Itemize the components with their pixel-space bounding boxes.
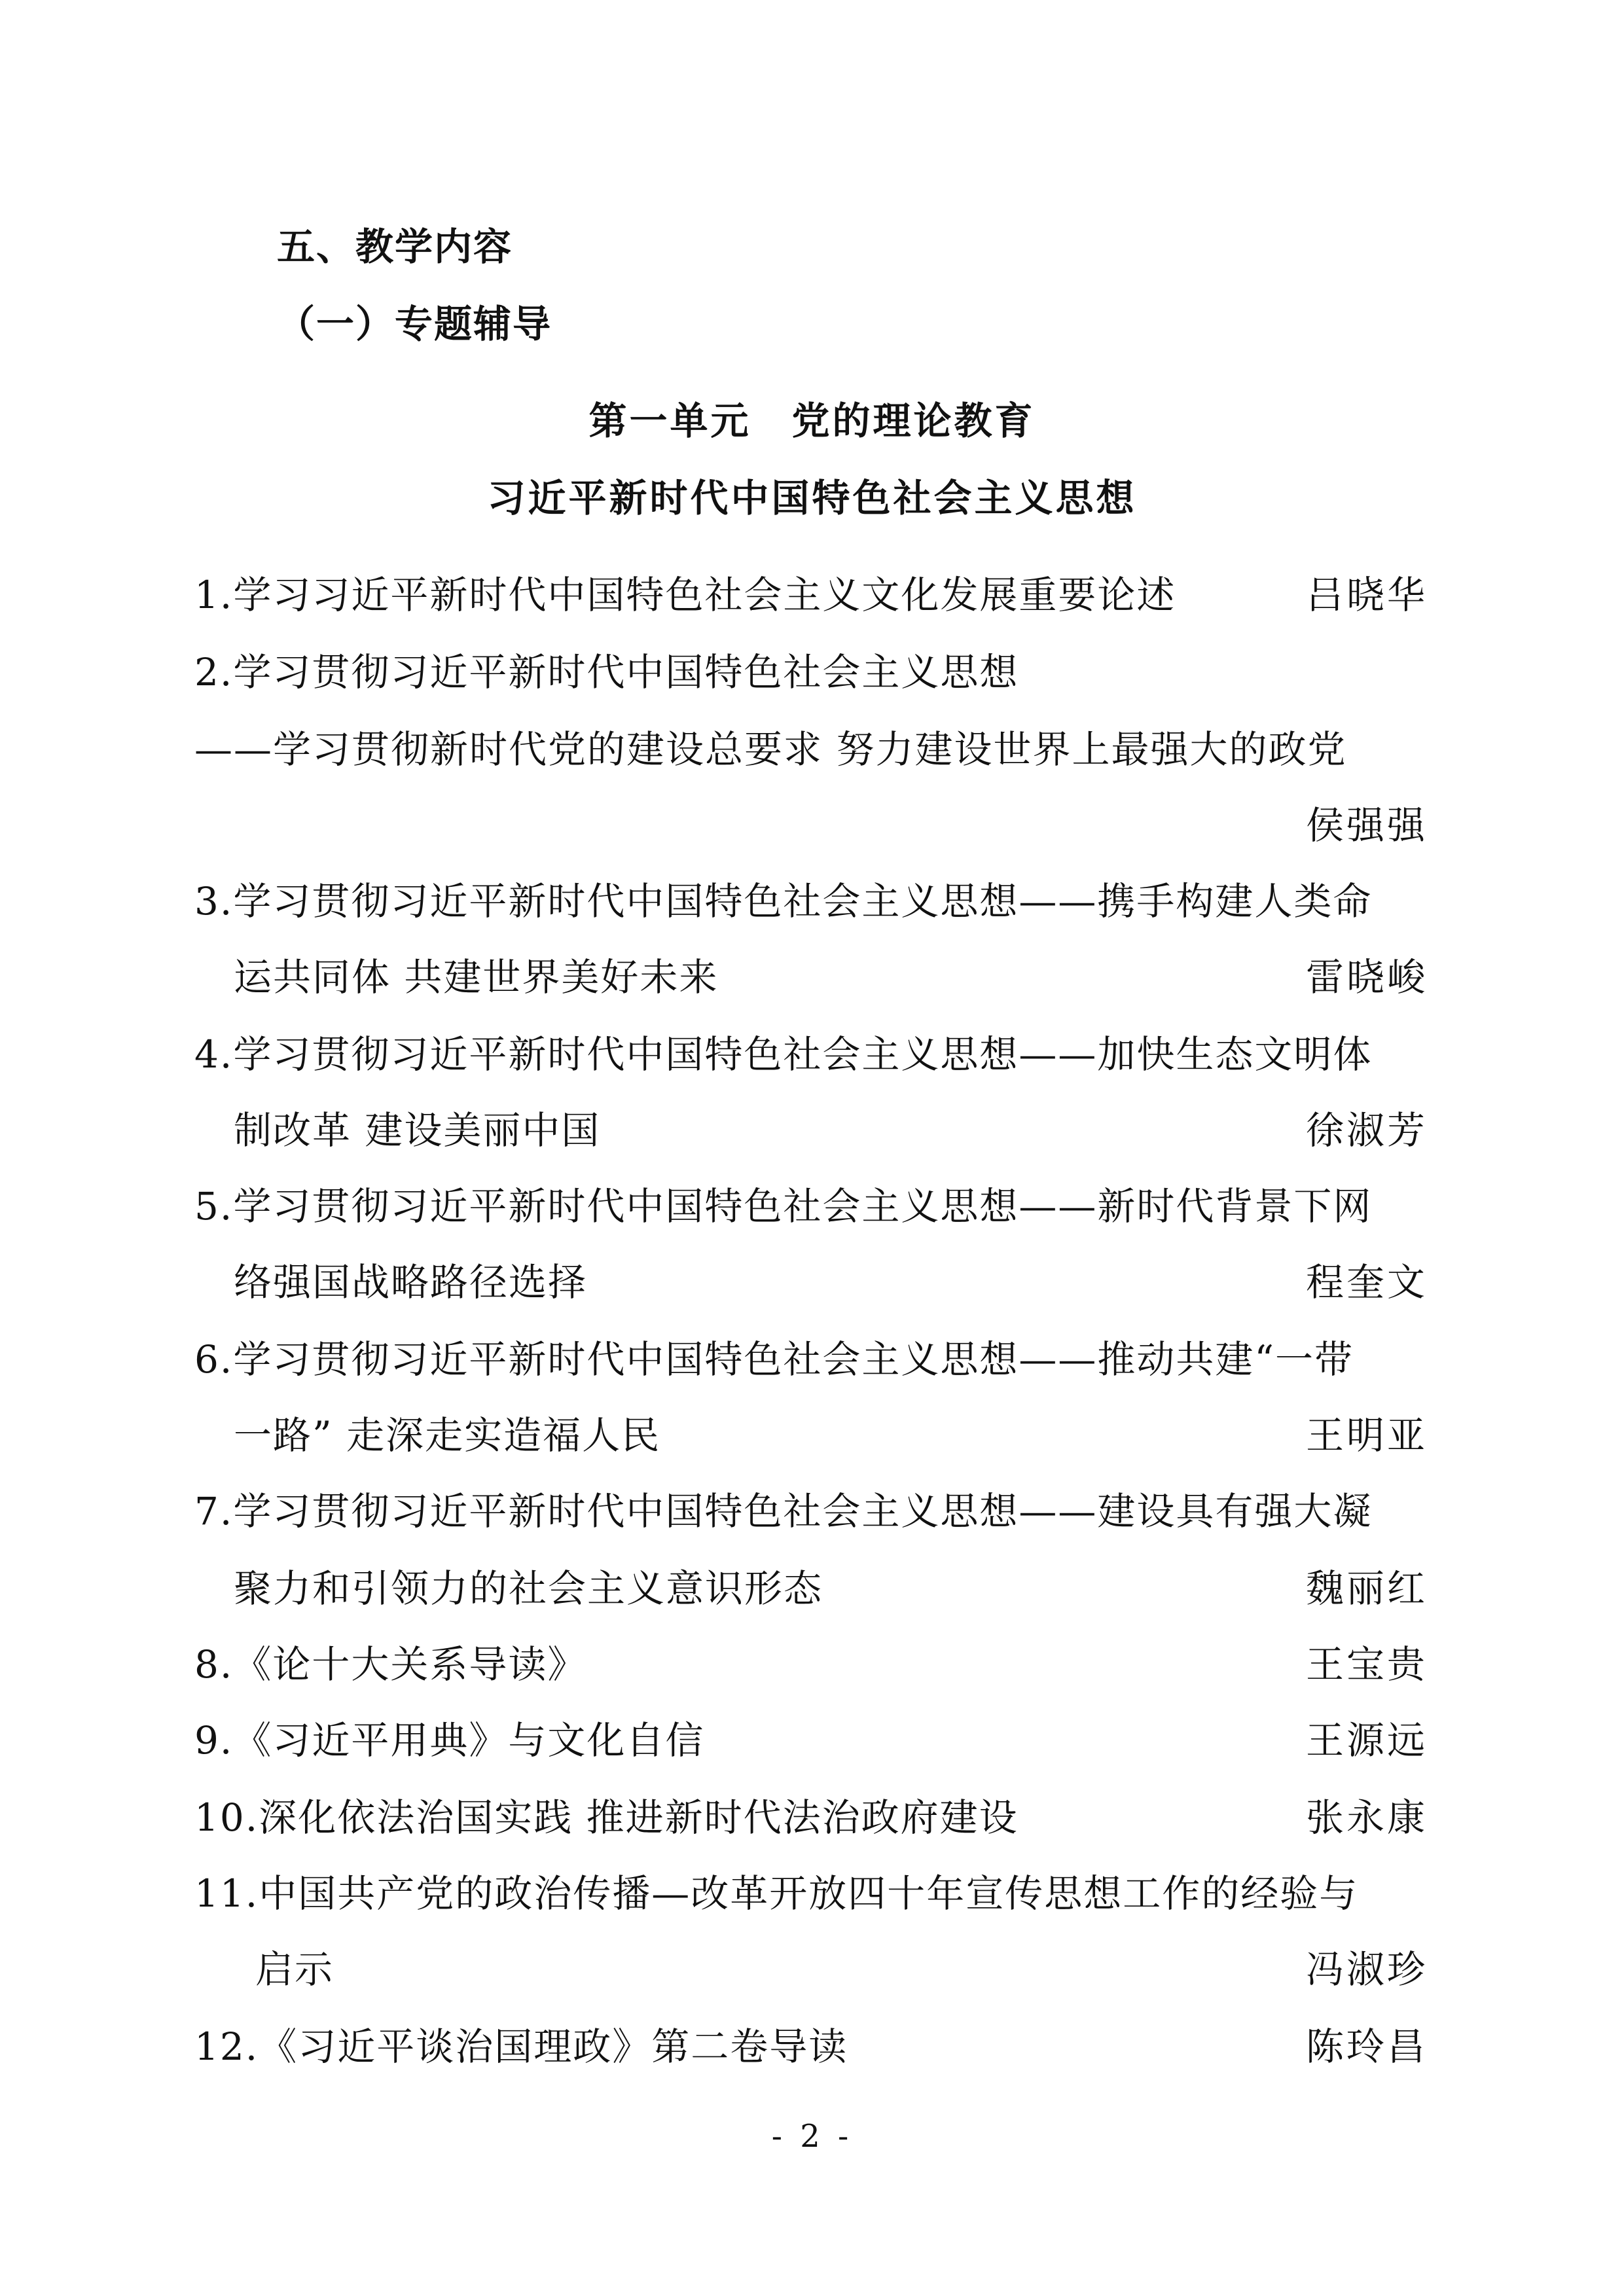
list-item-12-text: 12.《习近平谈治国理政》第二卷导读	[194, 2024, 848, 2069]
list-item-4-text-line2: 制改革 建设美丽中国	[234, 1108, 601, 1153]
list-item-11-author: 冯淑珍	[1305, 1947, 1428, 1992]
list-item-5-text-line2: 络强国战略路径选择	[234, 1260, 588, 1304]
list-item-3-text: 3.学习贯彻习近平新时代中国特色社会主义思想——携手构建人类命	[194, 879, 1373, 924]
list-item-3-author: 雷晓峻	[1305, 955, 1428, 999]
list-item-9-author: 王源远	[1305, 1718, 1428, 1763]
list-item-12-author: 陈玲昌	[1305, 2024, 1428, 2069]
list-item-4-author: 徐淑芳	[1305, 1108, 1428, 1153]
list-item-10-text: 10.深化依法治国实践 推进新时代法治政府建设	[194, 1795, 1019, 1840]
list-item-2-author: 侯强强	[1305, 803, 1428, 848]
list-item-3-text-line2: 运共同体 共建世界美好未来	[234, 955, 719, 999]
subsection-title: （一）专题辅导	[277, 302, 552, 346]
list-item-8-author: 王宝贵	[1305, 1642, 1428, 1687]
list-item-7-text: 7.学习贯彻习近平新时代中国特色社会主义思想——建设具有强大凝	[194, 1489, 1373, 1534]
list-item-1-text: 1.学习习近平新时代中国特色社会主义文化发展重要论述	[194, 573, 1176, 617]
list-item-11-text-line2: 启示	[255, 1947, 334, 1992]
list-item-2-text-line2: ——学习贯彻新时代党的建设总要求 努力建设世界上最强大的政党	[194, 727, 1347, 772]
section-title: 五、教学内容	[277, 224, 513, 269]
list-item-5-text: 5.学习贯彻习近平新时代中国特色社会主义思想——新时代背景下网	[194, 1184, 1373, 1229]
list-item-5-author: 程奎文	[1305, 1260, 1428, 1304]
list-item-7-text-line2: 聚力和引领力的社会主义意识形态	[234, 1566, 823, 1611]
list-item-6-text: 6.学习贯彻习近平新时代中国特色社会主义思想——推动共建“一带	[194, 1337, 1354, 1382]
list-item-10-author: 张永康	[1305, 1795, 1428, 1840]
list-item-4-text: 4.学习贯彻习近平新时代中国特色社会主义思想——加快生态文明体	[194, 1032, 1373, 1077]
list-item-6-author: 王明亚	[1305, 1413, 1428, 1458]
list-item-6-text-line2: 一路” 走深走实造福人民	[234, 1413, 661, 1458]
list-item-8-text: 8.《论十大关系导读》	[194, 1642, 587, 1687]
unit-title: 第一单元 党的理论教育	[588, 399, 1036, 443]
list-item-11-text: 11.中国共产党的政治传播—改革开放四十年宣传思想工作的经验与	[194, 1871, 1359, 1916]
list-item-9-text: 9.《习近平用典》与文化自信	[194, 1718, 705, 1763]
page-number: - 2 -	[771, 2118, 853, 2155]
unit-subtitle: 习近平新时代中国特色社会主义思想	[487, 476, 1137, 520]
list-item-2-text: 2.学习贯彻习近平新时代中国特色社会主义思想	[194, 650, 1019, 694]
list-item-1-author: 吕晓华	[1305, 573, 1428, 617]
list-item-7-author: 魏丽红	[1305, 1566, 1428, 1611]
